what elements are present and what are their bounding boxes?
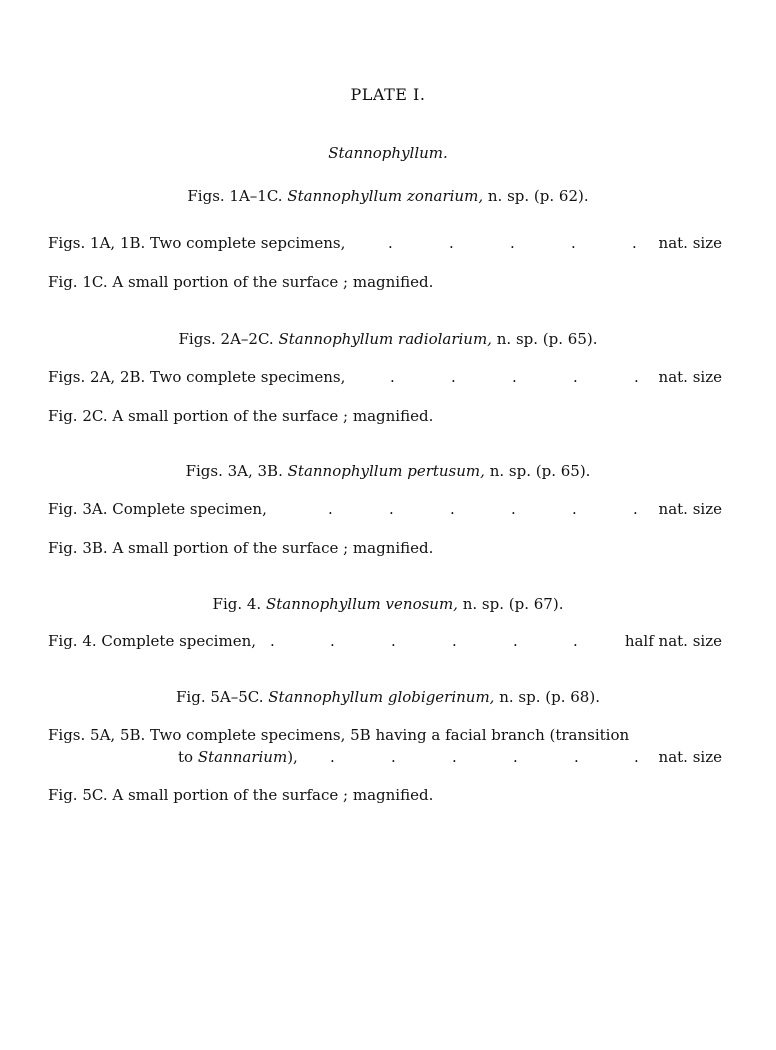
entry-3a: Fig. 3A. Complete specimen, bbox=[48, 500, 267, 518]
section-3-suffix: n. sp. (p. 65). bbox=[489, 462, 591, 480]
entry-5c: Fig. 5C. A small portion of the surface ; magnified. bbox=[48, 786, 434, 804]
section-3-heading bbox=[0, 462, 776, 480]
section-3-prefix: Figs. 3A, 3B. bbox=[185, 462, 283, 480]
section-5-suffix: n. sp. (p. 68). bbox=[499, 688, 600, 706]
size-label: nat. size bbox=[658, 368, 722, 386]
entry-1c: Fig. 1C. A small portion of the surface ; magnified. bbox=[48, 273, 434, 291]
entry-5a-5b: Figs. 5A, 5B. Two complete specimens, 5B having a facial branch (transition bbox=[48, 726, 630, 744]
continued-genus: Stannarium bbox=[197, 748, 288, 766]
plate-title: PLATE I. bbox=[350, 85, 426, 104]
size-label: nat. size bbox=[658, 234, 722, 252]
size-label: half nat. size bbox=[624, 632, 722, 650]
section-3-species: Stannophyllum pertusum, bbox=[287, 462, 485, 480]
entry-2c: Fig. 2C. A small portion of the surface ; magnified. bbox=[48, 407, 434, 425]
section-5-heading bbox=[0, 688, 776, 706]
entry-4: Fig. 4. Complete specimen, bbox=[48, 632, 257, 650]
section-4-species: Stannophyllum venosum, bbox=[265, 595, 458, 613]
section-1-heading bbox=[0, 187, 776, 205]
section-4-heading bbox=[0, 595, 776, 613]
section-1-suffix: n. sp. (p. 62). bbox=[487, 187, 589, 205]
section-1-prefix: Figs. 1A–1C. bbox=[187, 187, 283, 205]
plate-page: PLATE I. Stannophyllum. Figs. 1A–1C. Stannophyllum zonarium, n. sp. (p. 62). Figs. 1A, 1B. Two complete sepcimens, . . . . . nat. size Fig. 1C. A small portion of the surface ; magnified. Figs. 2A–2C. Stannophyllum radiolarium, n. sp. (p. 65). Figs. 2A, 2B. Two complete specimens, . . . . . nat. size Fig. 2C. A small portion of the surface ; magnified. Figs. 3A, 3B. Stannophyllum pertusum, n. sp. (p. 65). Fig. 3A. Complete specimen, . . . . . . nat. size Fig. 3B. A small portion of the surface ; magnified. Fig. 4. Stannophyllum venosum, n. sp. (p. 67). Fig. 4. Complete specimen, . . . . . . half nat. size Fig. 5A–5C. Stannophyllum globigerinum, n. sp. (p. 68). Figs. 5A, 5B. Two complete specimens, 5B having a facial branch (transition to Stannarium), . . . . . . nat. size Fig. 5C. A small portion of the surface ; magnified. bbox=[0, 0, 776, 1050]
entry-2a-2b: Figs. 2A, 2B. Two complete specimens, bbox=[48, 368, 346, 386]
entry-1a-1b: Figs. 1A, 1B. Two complete sepcimens, bbox=[48, 234, 346, 252]
entry-3b: Fig. 3B. A small portion of the surface ; magnified. bbox=[48, 539, 434, 557]
section-2-heading bbox=[0, 330, 776, 348]
continued-prefix: to bbox=[178, 748, 198, 766]
genus-heading: Stannophyllum. bbox=[328, 144, 448, 162]
size-label: nat. size bbox=[658, 500, 722, 518]
section-2-suffix: n. sp. (p. 65). bbox=[496, 330, 598, 348]
section-5-species: Stannophyllum globigerinum, bbox=[268, 688, 495, 706]
section-4-prefix: Fig. 4. bbox=[212, 595, 262, 613]
section-4-suffix: n. sp. (p. 67). bbox=[462, 595, 564, 613]
size-label: nat. size bbox=[658, 748, 722, 766]
entry-5a-5b-continued bbox=[178, 748, 298, 766]
continued-suffix: ), bbox=[287, 748, 298, 766]
section-2-species: Stannophyllum radiolarium, bbox=[278, 330, 492, 348]
section-1-species: Stannophyllum zonarium, bbox=[287, 187, 484, 205]
section-5-prefix: Fig. 5A–5C. bbox=[176, 688, 264, 706]
section-2-prefix: Figs. 2A–2C. bbox=[178, 330, 274, 348]
